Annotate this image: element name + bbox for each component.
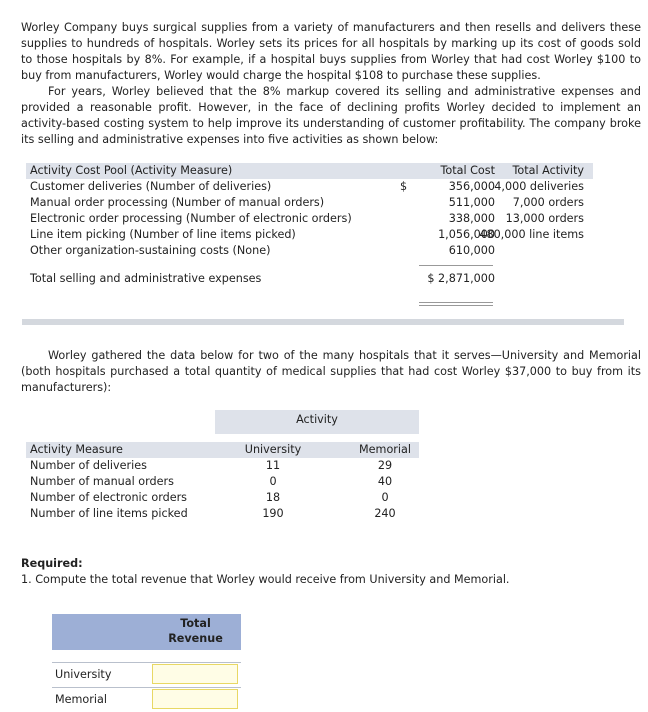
university-value: 0 [269,475,277,488]
total-revenue-header [150,616,241,646]
activity-group-header [215,410,419,434]
answer-row-label: University [55,668,112,681]
intro-paragraph-1: Worley Company buys surgical supplies from a variety of manufacturers and then resells and delivers these supplies to hundreds of hospitals. Worley sets its prices for all hospitals by marking up its cost of goods sold to those hospitals by 8%. For example, if a hospital buys supplies from Worley that had cost Worley $100 to buy from manufacturers, Worley would charge the hospital $108 to purchase these supplies. [21,21,641,82]
header-line-2: Revenue [168,632,223,645]
measure-label: Number of electronic orders [30,491,188,504]
subtotal-rule [419,265,493,266]
pool-cost: 1,056,000 [438,228,495,241]
section-divider [22,319,624,325]
measure-label: Number of line items picked [30,507,188,520]
total-cost-header: Total Cost [440,164,495,177]
pool-activity: 13,000 orders [505,212,584,225]
cost-pool-row [26,211,593,227]
pool-cost: 610,000 [448,244,495,257]
memorial-revenue-input[interactable] [152,689,238,709]
required-title: Required: [21,557,83,570]
total-row [26,269,593,289]
answer-header-row [52,614,241,650]
activity-row [26,490,419,506]
pool-header: Activity Cost Pool (Activity Measure) [30,164,233,177]
required-item-1: 1. Compute the total revenue that Worley would receive from University and Memorial. [21,573,510,586]
measure-header: Activity Measure [30,443,123,456]
intro-paragraph-2: For years, Worley believed that the 8% markup covered its selling and administrative expenses and provided a reasonable profit. However, in the face of declining profits Worley decided to implement an activity-based costing system to help improve its understanding of customer profitability. The company broke its selling and administrative expenses into five activities as shown below: [21,85,641,146]
total-label: Total selling and administrative expenses [30,272,262,285]
intro-text [21,20,641,148]
total-value: $ 2,871,000 [427,272,495,285]
measure-label: Number of deliveries [30,459,147,472]
pool-cost: 511,000 [448,196,495,209]
activity-row [26,458,419,474]
memorial-value: 0 [381,491,389,504]
pool-label: Line item picking (Number of line items picked) [30,228,296,241]
university-value: 18 [265,491,281,504]
double-rule-top [419,302,493,303]
hospitals-paragraph: Worley gathered the data below for two of the many hospitals that it serves—University and Memorial (both hospitals purchased a total quantity of medical supplies that had cost Worley $37,000 to buy from its manufacturers): [21,349,641,394]
activity-table [26,410,419,522]
university-value: 190 [262,507,284,520]
activity-row [26,474,419,490]
measure-label: Number of manual orders [30,475,174,488]
activity-header-row [26,442,419,458]
university-header: University [244,443,302,456]
university-revenue-input[interactable] [152,664,238,684]
answer-table [52,614,241,712]
memorial-value: 29 [377,459,393,472]
pool-label: Manual order processing (Number of manual orders) [30,196,325,209]
answer-row-university [52,662,241,687]
pool-cost: 356,000 [448,180,495,193]
currency-symbol: $ [400,180,408,193]
pool-activity: 7,000 orders [512,196,584,209]
university-value: 11 [265,459,281,472]
cost-pool-header-row [26,163,593,179]
activity-group-label: Activity [296,413,338,426]
pool-label: Customer deliveries (Number of deliveries) [30,180,272,193]
pool-activity: 4,000 deliveries [494,180,584,193]
cost-pool-table [26,163,593,289]
answer-row-memorial [52,687,241,712]
pool-label: Other organization-sustaining costs (None) [30,244,271,257]
memorial-value: 240 [374,507,396,520]
memorial-value: 40 [377,475,393,488]
answer-row-label: Memorial [55,693,107,706]
pool-cost: 338,000 [448,212,495,225]
cost-pool-row [26,243,593,259]
activity-row [26,506,419,522]
total-activity-header: Total Activity [512,164,584,177]
pool-label: Electronic order processing (Number of electronic orders) [30,212,352,225]
cost-pool-row [26,179,593,195]
header-line-1: Total [180,617,211,630]
double-rule-bottom [419,305,493,306]
cost-pool-row [26,195,593,211]
memorial-header: Memorial [359,443,411,456]
pool-activity: 480,000 line items [479,228,584,241]
cost-pool-row [26,227,593,243]
